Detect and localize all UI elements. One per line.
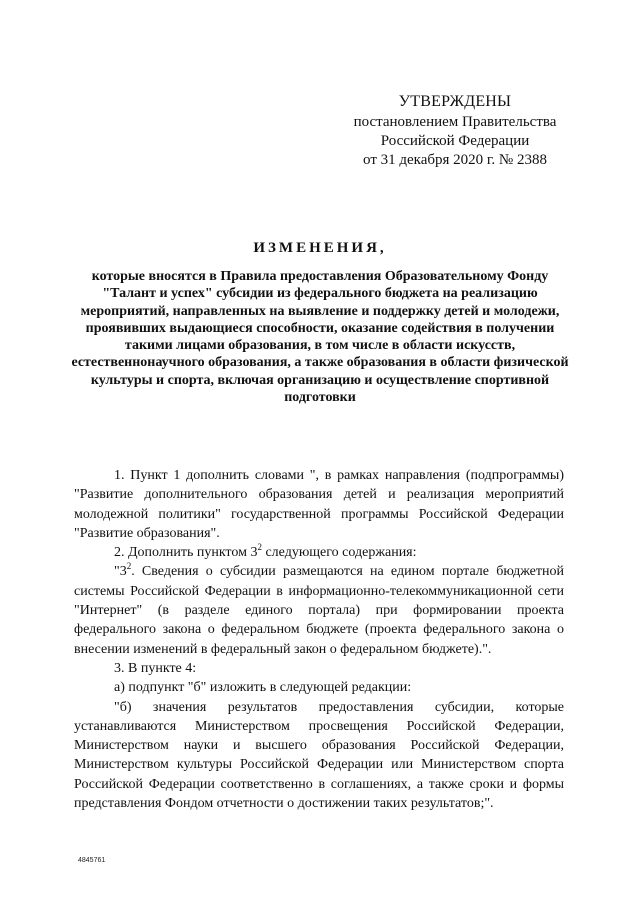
approval-block <box>330 92 580 170</box>
approval-heading: УТВЕРЖДЕНЫ <box>398 93 512 110</box>
approval-line-2: Российской Федерации <box>380 133 530 149</box>
paragraph-3-text: . Сведения о субсидии размещаются на едином портале бюджетной системы Российской Федерации в информационно-телекоммуникационной сети "Интернет" (в разделе единого портала) при формировании проекта федерального закона о федеральном бюджете (проекта федерального закона о внесении изменений в федеральный закон о федеральном бюджете).". <box>74 564 564 657</box>
paragraph-2-superscript: 2 <box>257 542 262 553</box>
document-subtitle: которые вносятся в Правила предоставления Образовательному Фонду "Талант и успех" субсидии из федерального бюджета на реализацию мероприятий, направленных на выявление и поддержку детей и молодежи, проявивших выдающиеся способности, оказание содействия в получении такими лицами образования, в том числе в области искусств, естественнонаучного образования, а также образования в области физической культуры и спорта, включая организацию и осуществление спортивной подготовки <box>71 269 569 406</box>
approval-line-1: постановлением Правительства <box>353 114 557 130</box>
paragraph-2-text: 2. Дополнить пунктом 3 <box>114 545 258 561</box>
paragraph-2-tail: следующего содержания: <box>261 545 417 561</box>
paragraph-3-superscript: 2 <box>126 561 132 572</box>
paragraph-4: 3. В пункте 4: <box>114 660 197 676</box>
paragraph-2 <box>74 543 564 562</box>
paragraph-3-open: "3 <box>114 564 127 580</box>
document-body <box>74 466 564 813</box>
document-title: ИЗМЕНЕНИЯ, <box>253 240 387 256</box>
paragraph-3 <box>74 562 564 658</box>
paragraph-1: 1. Пункт 1 дополнить словами ", в рамках направления (подпрограммы) "Развитие дополнительного образования детей и реализация мероприятий молодежной политики" государственной программы Российской Федерации "Развитие образования". <box>74 468 564 541</box>
document-number: 4845761 <box>78 857 106 864</box>
paragraph-6: "б) значения результатов предоставления субсидии, которые устанавливаются Министерством просвещения Российской Федерации, Министерством науки и высшего образования Российской Федерации, Министерством культуры Российской Федерации или Министерством спорта Российской Федерации соответственно в соглашениях, а также сроки и формы представления Фондом отчетности о достижении таких результатов;". <box>74 699 564 812</box>
paragraph-5: а) подпункт "б" изложить в следующей редакции: <box>114 680 412 696</box>
approval-line-3: от 31 декабря 2020 г. № 2388 <box>363 152 547 168</box>
